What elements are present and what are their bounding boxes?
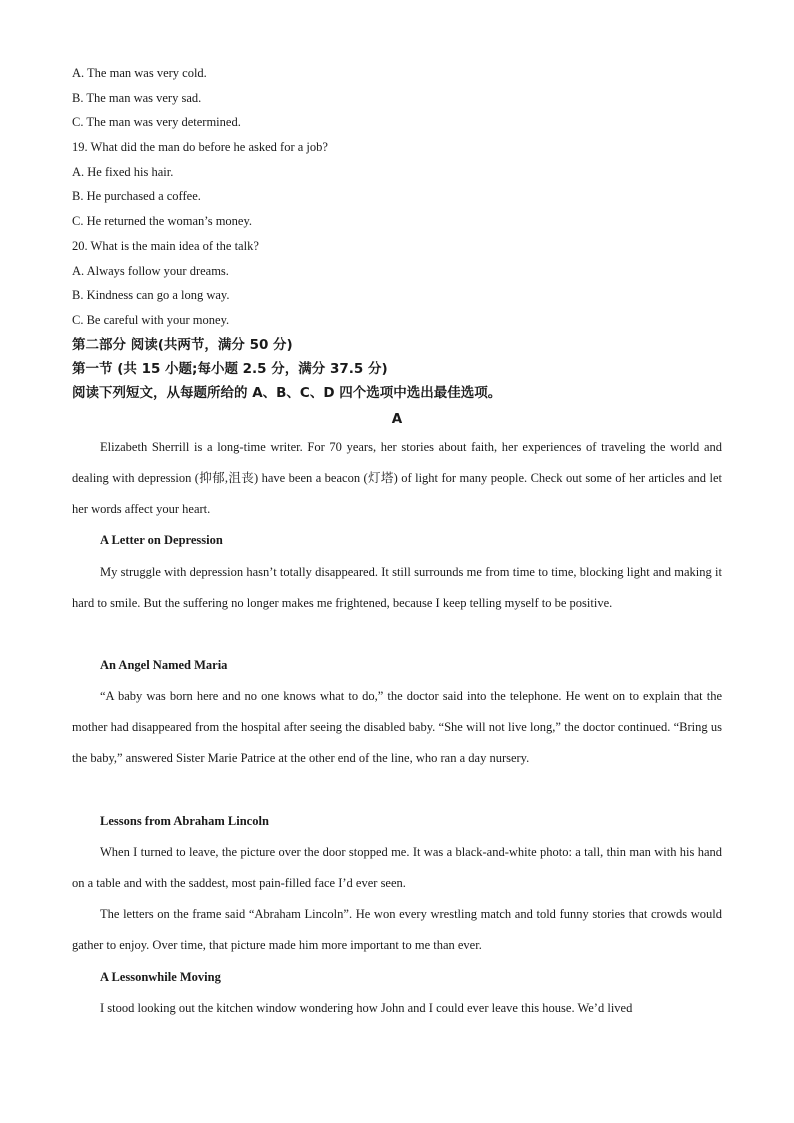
section-one-title: 第一节 (共 15 小题;每小题 2.5 分，满分 37.5 分) bbox=[72, 361, 388, 377]
option-18-c: C. The man was very determined. bbox=[72, 115, 241, 129]
passage-intro: Elizabeth Sherrill is a long-time writer. For 70 years, her stories about faith, her experiences of traveling the world and dealing with depression (抑郁,沮丧) have been a beacon (灯塔) of light for many people. Check out some of her articles and let her words affect your heart. bbox=[72, 440, 722, 516]
article-heading-maria: An Angel Named Maria bbox=[100, 658, 228, 672]
option-19-b: B. He purchased a coffee. bbox=[72, 189, 201, 203]
article-heading-moving: A Lessonwhile Moving bbox=[100, 970, 221, 984]
passage-label: A bbox=[391, 411, 403, 427]
article-text-maria: “A baby was born here and no one knows what to do,” the doctor said into the telephone. He went on to explain that the mother had disappeared from the hospital after seeing the disabled baby. “She will not live long,” the doctor continued. “Bring us the baby,” answered Sister Marie Patrice at the other end of the line, who ran a day nursery. bbox=[72, 689, 722, 765]
option-18-a: A. The man was very cold. bbox=[72, 66, 207, 80]
reading-instruction: 阅读下列短文，从每题所给的 A、B、C、D 四个选项中选出最佳选项。 bbox=[72, 385, 502, 401]
option-20-c: C. Be careful with your money. bbox=[72, 313, 230, 327]
article-heading-lincoln: Lessons from Abraham Lincoln bbox=[100, 814, 269, 828]
question-19-text: 19. What did the man do before he asked for a job? bbox=[72, 140, 328, 154]
article-heading-depression: A Letter on Depression bbox=[100, 533, 223, 547]
article-text-depression: My struggle with depression hasn’t totally disappeared. It still surrounds me from time to time, blocking light and making it hard to smile. But the suffering no longer makes me frightened, because I keep telling myself to be positive. bbox=[72, 565, 722, 610]
option-20-b: B. Kindness can go a long way. bbox=[72, 288, 230, 302]
question-20-text: 20. What is the main idea of the talk? bbox=[72, 239, 259, 253]
option-19-a: A. He fixed his hair. bbox=[72, 165, 174, 179]
option-20-a: A. Always follow your dreams. bbox=[72, 264, 229, 278]
article-text-moving: I stood looking out the kitchen window wondering how John and I could ever leave this house. We’d lived bbox=[100, 1001, 633, 1015]
part-two-title: 第二部分 阅读(共两节，满分 50 分) bbox=[72, 337, 293, 353]
article-text-lincoln-2: The letters on the frame said “Abraham Lincoln”. He won every wrestling match and told funny stories that crowds would gather to enjoy. Over time, that picture made him more important to me than ever. bbox=[72, 907, 722, 952]
option-19-c: C. He returned the woman’s money. bbox=[72, 214, 253, 228]
option-18-b: B. The man was very sad. bbox=[72, 91, 202, 105]
article-text-lincoln-1: When I turned to leave, the picture over the door stopped me. It was a black-and-white photo: a tall, thin man with his hand on a table and with the saddest, most pain-filled face I’d ever seen. bbox=[72, 845, 722, 890]
